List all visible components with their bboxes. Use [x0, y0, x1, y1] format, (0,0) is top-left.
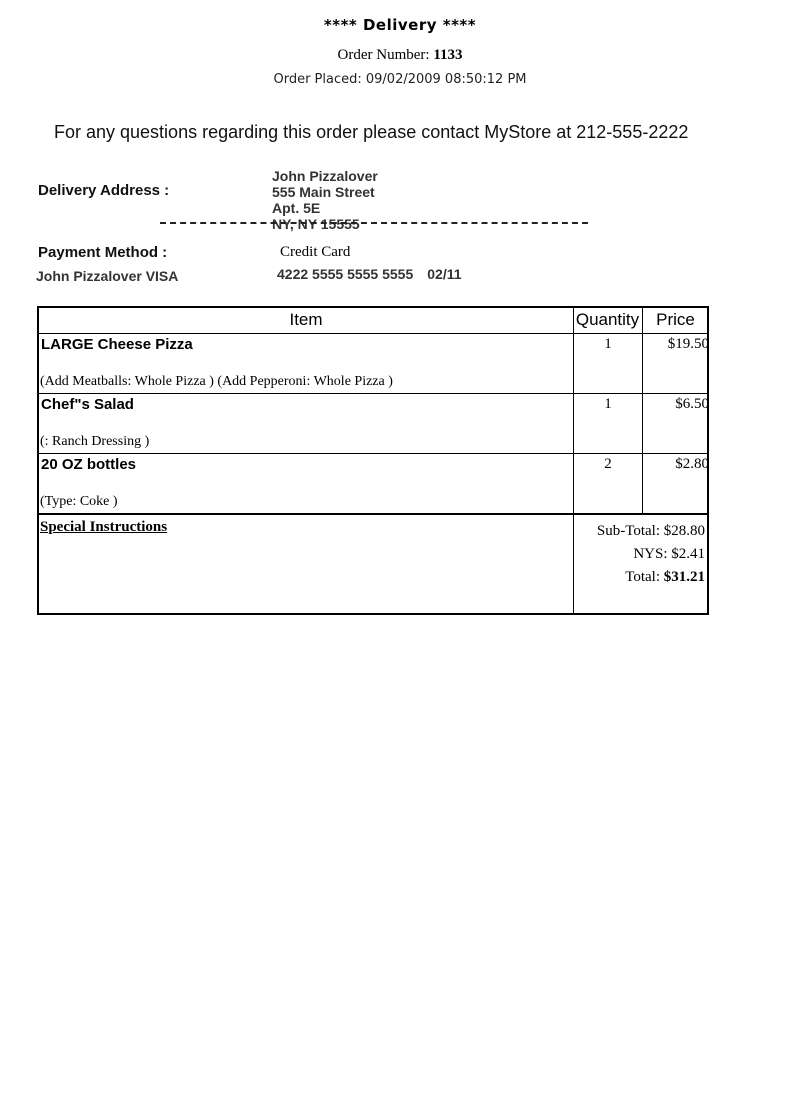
item-name: Chef"s Salad: [41, 396, 134, 413]
order-placed: Order Placed: 09/02/2009 08:50:12 PM: [273, 72, 527, 87]
order-number: [0, 47, 800, 64]
row-divider: [39, 333, 707, 334]
row-divider: [39, 453, 707, 454]
subtotal: [597, 523, 705, 540]
cardholder-name: John Pizzalover VISA: [36, 268, 179, 284]
order-number-label: Order Number:: [337, 47, 430, 63]
card-details: [277, 266, 462, 282]
payment-method-label: Payment Method :: [38, 244, 168, 261]
item-modifiers: (Add Meatballs: Whole Pizza ) (Add Pepperoni: Whole Pizza ): [40, 374, 393, 389]
order-number-value: 1133: [433, 47, 463, 63]
row-divider: [39, 513, 707, 515]
address-line: 555 Main Street: [272, 184, 375, 200]
header-item: Item: [289, 310, 323, 329]
item-price: $19.50: [667, 336, 709, 352]
tax: [633, 546, 705, 563]
payment-method-value: Credit Card: [280, 244, 351, 260]
total-value: $31.21: [663, 569, 705, 585]
total: [625, 569, 705, 586]
item-modifiers: (Type: Coke ): [40, 494, 118, 509]
contact-line: For any questions regarding this order please contact MyStore at 212-555-2222: [54, 122, 689, 142]
item-quantity: 1: [604, 396, 612, 412]
delivery-title: **** Delivery ****: [323, 16, 477, 34]
header-quantity: Quantity: [575, 310, 640, 329]
item-modifiers: (: Ranch Dressing ): [40, 434, 150, 449]
address-line: NY, NY 15555: [272, 216, 360, 232]
total-label: Total:: [625, 569, 660, 585]
tax-value: $2.41: [671, 546, 705, 562]
subtotal-label: Sub-Total:: [596, 523, 660, 539]
row-divider: [39, 393, 707, 394]
item-quantity: 1: [604, 336, 612, 352]
order-items-table: [37, 306, 709, 615]
item-name: LARGE Cheese Pizza: [41, 336, 193, 353]
card-expiry: 02/11: [427, 266, 462, 282]
special-instructions-label: Special Instructions: [40, 519, 168, 535]
tax-label: NYS:: [633, 546, 668, 562]
item-price: $2.80: [675, 456, 709, 472]
header-price: Price: [656, 310, 695, 329]
item-price: $6.50: [675, 396, 709, 412]
card-number: 4222 5555 5555 5555: [277, 266, 414, 282]
address-line: Apt. 5E: [272, 200, 321, 216]
delivery-address-label: Delivery Address :: [38, 182, 170, 199]
address-line: John Pizzalover: [272, 168, 378, 184]
dashed-divider: [160, 222, 588, 224]
subtotal-value: $28.80: [663, 523, 705, 539]
item-quantity: 2: [604, 456, 612, 472]
item-name: 20 OZ bottles: [41, 456, 137, 473]
